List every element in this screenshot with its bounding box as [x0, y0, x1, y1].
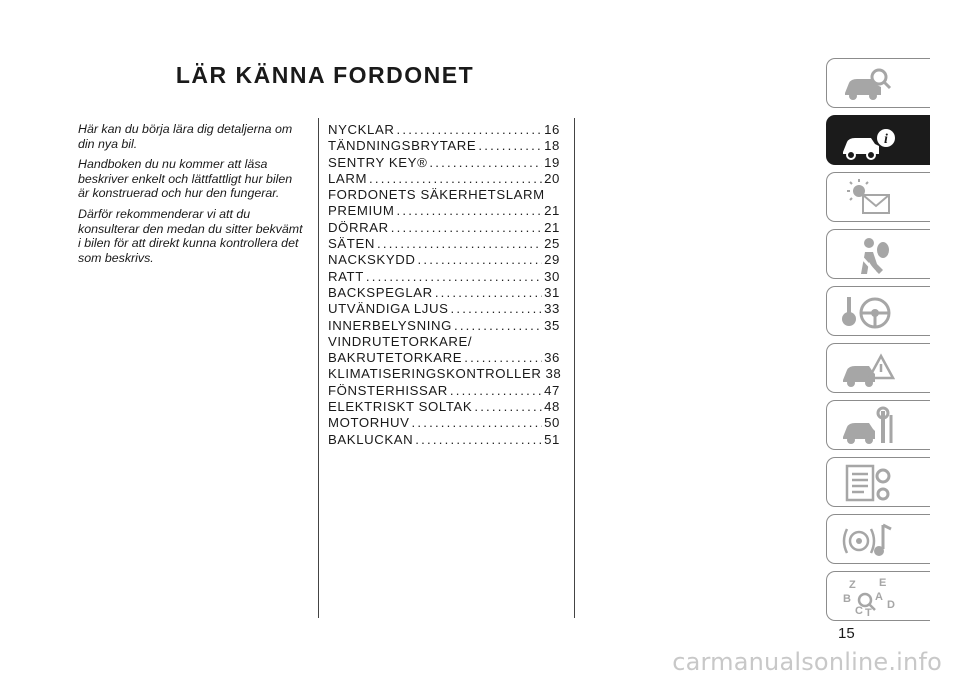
toc-entry[interactable] — [328, 366, 560, 382]
column-divider-left — [318, 118, 319, 618]
toc-leader-dots — [411, 415, 542, 431]
chapter-tab[interactable] — [826, 457, 930, 507]
toc-page: 30 — [544, 268, 560, 284]
intro-text — [78, 122, 304, 271]
chapter-tab[interactable] — [826, 514, 930, 564]
toc-page: 31 — [544, 284, 560, 300]
toc-leader-dots — [417, 252, 542, 268]
toc-entry[interactable] — [328, 334, 560, 367]
toc-leader-dots — [397, 122, 543, 138]
key-steering-wheel-icon — [839, 291, 895, 333]
toc-page: 20 — [544, 170, 560, 186]
intro-paragraph: Här kan du börja lära dig detaljerna om din nya bil. — [78, 122, 293, 151]
svg-text:A: A — [875, 591, 883, 603]
toc-entry[interactable] — [328, 171, 560, 187]
toc-entry[interactable] — [328, 285, 560, 301]
toc-leader-dots — [451, 301, 543, 317]
toc-label: BACKSPEGLAR — [328, 284, 433, 300]
toc-label: PREMIUM — [328, 203, 395, 219]
airbag-seatbelt-icon — [839, 234, 895, 276]
toc-entry[interactable] — [328, 432, 560, 448]
toc-leader-dots — [454, 318, 542, 334]
car-search-icon — [839, 63, 895, 105]
toc-leader-dots — [450, 383, 542, 399]
technical-data-icon — [839, 462, 895, 504]
car-emergency-icon — [839, 348, 895, 390]
toc-label: FORDONETS SÄKERHETSLARM — [328, 187, 545, 203]
toc-leader-dots — [369, 171, 542, 187]
toc-page: 36 — [544, 350, 560, 366]
toc-entry[interactable] — [328, 138, 560, 154]
chapter-tab[interactable] — [826, 229, 930, 279]
alphabetical-index-icon — [839, 576, 895, 618]
toc-leader-dots — [464, 350, 542, 366]
toc-label: KLIMATISERINGSKONTROLLER — [328, 366, 542, 382]
chapter-tab[interactable] — [826, 172, 930, 222]
watermark: carmanualsonline.info — [672, 648, 942, 676]
toc-leader-dots — [478, 138, 542, 154]
svg-text:Z: Z — [849, 579, 856, 591]
toc-page: 25 — [544, 236, 560, 252]
toc-label: BAKRUTETORKARE — [328, 350, 463, 366]
multimedia-icon — [839, 519, 895, 561]
toc-leader-dots — [377, 236, 542, 252]
toc-leader-dots — [429, 155, 542, 171]
toc-label: SÄTEN — [328, 236, 375, 252]
chapter-tab[interactable] — [826, 286, 930, 336]
toc-page: 33 — [544, 301, 560, 317]
toc-entry[interactable] — [328, 187, 560, 220]
toc-entry[interactable] — [328, 399, 560, 415]
toc-entry[interactable] — [328, 155, 560, 171]
toc-entry[interactable] — [328, 415, 560, 431]
toc-label: DÖRRAR — [328, 219, 389, 235]
toc-label: NYCKLAR — [328, 122, 395, 137]
page-title: LÄR KÄNNA FORDONET — [175, 62, 475, 88]
toc-label: ELEKTRISKT SOLTAK — [328, 399, 473, 415]
toc-label: SENTRY KEY® — [328, 154, 428, 170]
toc-label: BAKLUCKAN — [328, 431, 414, 447]
toc-leader-dots — [366, 269, 542, 285]
toc-page: 16 — [544, 122, 560, 137]
toc-entry[interactable] — [328, 252, 560, 268]
chapter-tab[interactable] — [826, 571, 930, 621]
svg-text:i: i — [884, 132, 888, 147]
column-divider-right — [574, 118, 575, 618]
svg-text:D: D — [887, 599, 895, 611]
toc-page: 35 — [544, 317, 560, 333]
page-number: 15 — [838, 625, 855, 642]
toc-entry[interactable] — [328, 236, 560, 252]
toc-page: 51 — [544, 431, 560, 447]
toc-page: 47 — [544, 382, 560, 398]
toc-label: FÖNSTERHISSAR — [328, 382, 448, 398]
toc-leader-dots — [391, 220, 542, 236]
car-maintenance-icon — [839, 405, 895, 447]
toc-label: TÄNDNINGSBRYTARE — [328, 138, 477, 154]
toc-label: MOTORHUV — [328, 415, 410, 431]
car-info-icon — [839, 120, 895, 162]
toc-page: 29 — [544, 252, 560, 268]
toc-entry[interactable] — [328, 269, 560, 285]
chapter-tab[interactable] — [826, 343, 930, 393]
toc-label: NACKSKYDD — [328, 252, 416, 268]
toc-page: 48 — [544, 399, 560, 415]
toc-leader-dots — [396, 203, 542, 219]
toc-leader-dots — [435, 285, 542, 301]
toc-page: 38 — [545, 366, 562, 382]
toc-label: LARM — [328, 170, 368, 186]
toc-label: UTVÄNDIGA LJUS — [328, 301, 449, 317]
toc-page: 21 — [544, 203, 560, 219]
toc-page: 19 — [544, 154, 560, 170]
toc-entry[interactable] — [328, 122, 560, 138]
toc-leader-dots — [474, 399, 542, 415]
svg-text:E: E — [879, 577, 887, 589]
toc-label: INNERBELYSNING — [328, 317, 452, 333]
chapter-tab[interactable] — [826, 400, 930, 450]
toc-entry[interactable] — [328, 220, 560, 236]
intro-paragraph: Handboken du nu kommer att läsa beskriver enkelt och lättfattligt hur bilen är konstruerad och hur den fungerar. — [78, 157, 293, 201]
svg-text:C: C — [855, 605, 863, 617]
toc-entry[interactable] — [328, 383, 560, 399]
toc-page: 18 — [544, 138, 560, 154]
toc-leader-dots — [415, 432, 542, 448]
svg-text:T: T — [865, 607, 872, 618]
toc-entry[interactable] — [328, 301, 560, 317]
svg-text:B: B — [843, 593, 851, 605]
table-of-contents — [328, 122, 560, 448]
toc-label: RATT — [328, 268, 364, 284]
toc-entry[interactable] — [328, 318, 560, 334]
toc-page: 21 — [544, 219, 560, 235]
chapter-tab[interactable] — [826, 115, 930, 165]
toc-label: VINDRUTETORKARE/ — [328, 333, 473, 349]
chapter-tab[interactable] — [826, 58, 930, 108]
intro-paragraph: Därför rekommenderar vi att du konsulterar den medan du sitter bekvämt i bilen för att direkt kunna kontrollera det som beskrivs. — [78, 206, 303, 265]
toc-page: 50 — [544, 415, 560, 431]
warning-light-message-icon — [839, 177, 895, 219]
